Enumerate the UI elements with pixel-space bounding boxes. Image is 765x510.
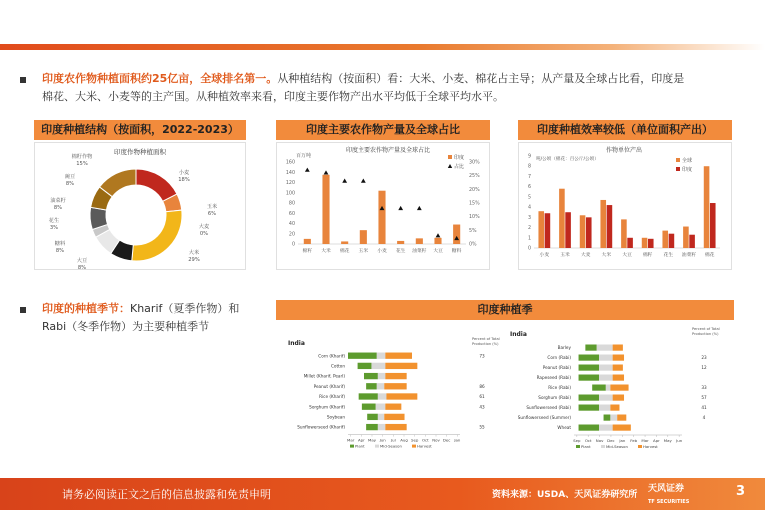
x-tick-label: 大米	[601, 253, 612, 258]
y-tick-label: 6	[527, 185, 531, 191]
y-tick-label: 20	[288, 232, 295, 238]
percent-value: 55	[479, 424, 485, 430]
column-note: Percent of Total	[692, 327, 720, 331]
y-tick-label: 3	[527, 215, 531, 221]
plant-bar	[359, 393, 378, 399]
y-axis-unit: 吨/公顷（棉花：百公斤/公顷）	[536, 157, 599, 162]
bar-global	[600, 200, 606, 248]
bar-india	[607, 205, 613, 248]
plant-bar	[585, 345, 596, 351]
intro-text: 从种植结构（按面积）看：大米、小麦、棉花占主导；从产量及全球占比看，印度是	[277, 72, 685, 85]
slice-label: 15%	[76, 161, 88, 167]
bar-india	[648, 239, 654, 248]
plant-bar	[367, 414, 378, 420]
bar-global	[559, 189, 565, 248]
slice-label: 3%	[49, 225, 59, 231]
x-tick-label: 油菜籽	[412, 249, 427, 254]
crop-label: Barley	[557, 345, 571, 351]
intro-highlight: 印度农作物种植面积约25亿亩，全球排名第一。	[42, 72, 278, 85]
bar-india	[586, 217, 592, 248]
legend-label: Harvest	[417, 443, 432, 449]
crop-label: Soybean	[326, 414, 345, 420]
source-text: 资料来源：USDA、天风证券研究所	[492, 490, 638, 500]
slice-label: 大麦	[198, 224, 210, 230]
harvest-bar	[385, 424, 406, 430]
header-production-share: 印度主要农作物产量及全球占比	[276, 120, 490, 140]
y-tick-label: 60	[288, 211, 295, 217]
y2-tick-label: 15%	[469, 201, 480, 207]
brand-logo	[648, 483, 708, 505]
crop-label: Sorghum (Kharif)	[309, 404, 345, 410]
crop-calendar-kharif	[276, 324, 502, 454]
bar-india	[304, 239, 311, 244]
legend-swatch	[676, 167, 680, 171]
legend-label: Mid-Season	[606, 444, 628, 449]
logo-subtext: TF SECURITIES	[648, 499, 690, 505]
slice-label: 花生	[48, 218, 60, 224]
y-tick-label: 4	[527, 205, 531, 211]
bar-chart-yield	[518, 142, 732, 270]
legend-label: 印度	[682, 167, 693, 173]
month-label: Jul	[390, 437, 396, 443]
crop-label: Sunflowerseed (Kharif)	[297, 424, 345, 430]
plant-bar	[366, 424, 378, 430]
legend-label: 全球	[682, 158, 693, 164]
legend-label: Mid-Season	[380, 443, 402, 449]
x-tick-label: 大豆	[433, 249, 443, 254]
x-tick-label: 花生	[395, 249, 406, 254]
slice-label: 大米	[188, 250, 200, 256]
y-tick-label: 0	[291, 242, 295, 248]
plant-bar	[358, 363, 372, 369]
pie-chart-planting-area	[34, 142, 246, 270]
harvest-bar	[385, 363, 417, 369]
x-tick-label: 油菜籽	[681, 253, 697, 258]
harvest-bar	[610, 405, 619, 411]
harvest-bar	[613, 345, 623, 351]
bar-india	[627, 238, 633, 248]
header-planting-structure: 印度种植结构（按面积，2022-2023）	[34, 120, 246, 140]
harvest-bar	[384, 383, 406, 389]
x-tick-label: 棉籽	[302, 249, 313, 254]
y-tick-label: 80	[288, 201, 295, 207]
x-tick-label: 玉米	[358, 249, 369, 254]
legend-swatch	[350, 445, 354, 448]
month-label: Dec	[607, 438, 615, 443]
x-tick-label: 小麦	[539, 253, 550, 258]
bullet-marker	[20, 307, 26, 313]
legend-swatch	[412, 445, 416, 448]
bar-global	[538, 211, 544, 248]
bar-india	[341, 241, 348, 244]
y-tick-label: 9	[527, 154, 531, 160]
y-tick-label: 40	[288, 222, 295, 227]
slice-label: 豌豆	[64, 174, 76, 180]
crop-label: Peanut (Rabi)	[542, 365, 571, 371]
crop-label: Corn (Kharif)	[318, 353, 345, 359]
y-tick-label: 1	[527, 236, 531, 242]
x-tick-label: 棉籽	[642, 253, 653, 258]
harvest-bar	[610, 385, 628, 391]
bar-india	[397, 241, 404, 244]
x-tick-label: 棉花	[339, 249, 350, 254]
x-tick-label: 糖料	[451, 249, 462, 254]
percent-value: 61	[479, 394, 485, 400]
percent-value: 12	[701, 365, 707, 371]
y2-tick-label: 10%	[469, 215, 480, 221]
month-label: Jun	[676, 438, 683, 443]
slice-label: 8%	[53, 205, 63, 211]
footer-bar	[0, 478, 765, 510]
bar-global	[642, 238, 648, 248]
plant-bar	[362, 404, 376, 410]
percent-value: 57	[701, 395, 707, 401]
season-text: Kharif（夏季作物）和	[130, 302, 240, 315]
month-label: Aug	[400, 437, 408, 443]
chart-title: 印度作物种植面积	[114, 148, 166, 156]
y-tick-label: 100	[285, 191, 295, 197]
slice-label: 糖料	[54, 241, 66, 247]
percent-value: 33	[701, 385, 707, 391]
legend-swatch	[676, 158, 680, 162]
percent-value: 73	[479, 353, 485, 359]
midseason-bar	[599, 395, 613, 401]
chart-title: 印度主要农作物产量及全球占比	[345, 147, 431, 154]
midseason-bar	[610, 415, 617, 421]
page-number: 3	[736, 484, 746, 499]
x-tick-label: 花生	[663, 253, 674, 258]
legend-swatch	[576, 445, 580, 448]
y-tick-label: 160	[285, 160, 295, 166]
x-tick-label: 大米	[321, 249, 331, 254]
legend-label: Plant	[355, 443, 365, 449]
legend-label: Harvest	[643, 444, 658, 449]
harvest-bar	[385, 404, 401, 410]
midseason-bar	[377, 353, 386, 359]
plant-bar	[579, 355, 599, 361]
month-label: Apr	[653, 438, 660, 443]
month-label: Nov	[432, 437, 440, 443]
y-tick-label: 120	[285, 181, 295, 186]
month-label: Jan	[454, 437, 461, 443]
y-tick-label: 0	[527, 246, 531, 252]
plant-bar	[579, 425, 599, 431]
slice-label: 29%	[188, 257, 200, 263]
crop-label: Cotton	[331, 363, 345, 369]
crop-label: Rice (Rabi)	[548, 385, 571, 391]
legend-swatch	[375, 445, 379, 448]
y-tick-label: 140	[285, 170, 295, 176]
legend-swatch	[638, 445, 642, 448]
month-label: Mar	[641, 438, 649, 443]
percent-value: 41	[701, 405, 707, 411]
crop-label: Sorghum (Rabi)	[538, 395, 571, 401]
slice-label: 8%	[55, 248, 65, 254]
bar-india	[322, 175, 329, 244]
bar-india	[565, 212, 571, 248]
chart-title: 作物单位产出	[605, 147, 643, 154]
plant-bar	[579, 365, 599, 371]
crop-label: Wheat	[557, 425, 571, 431]
bar-india	[669, 234, 675, 248]
y2-tick-label: 25%	[469, 174, 480, 180]
midseason-bar	[599, 405, 610, 411]
y2-tick-label: 30%	[469, 160, 480, 166]
legend-swatch	[601, 445, 605, 448]
month-label: Oct	[584, 438, 592, 443]
percent-value: 23	[701, 355, 707, 361]
x-tick-label: 大豆	[622, 253, 632, 258]
legend-swatch	[448, 155, 452, 159]
slice-label: 油菜籽	[50, 198, 66, 204]
month-label: Dec	[442, 437, 451, 443]
month-label: Oct	[421, 437, 429, 443]
harvest-bar	[613, 395, 624, 401]
month-label: Sep	[410, 437, 419, 443]
midseason-bar	[377, 383, 384, 389]
column-note: Production (%)	[692, 332, 719, 336]
plant-bar	[364, 373, 378, 379]
plant-bar	[579, 405, 599, 411]
percent-value: 43	[479, 404, 485, 410]
harvest-bar	[613, 425, 631, 431]
month-label: Jan	[619, 438, 626, 443]
month-label: May	[663, 438, 672, 443]
legend-label: 印度	[454, 155, 465, 161]
midseason-bar	[378, 424, 385, 430]
harvest-bar	[385, 373, 406, 379]
bar-india	[434, 238, 441, 244]
disclaimer-text: 请务必阅读正文之后的信息披露和免责申明	[62, 488, 271, 501]
bar-global	[683, 227, 689, 248]
plant-bar	[366, 383, 377, 389]
column-note: Production (%)	[472, 342, 499, 346]
month-label: Sep	[573, 438, 581, 443]
harvest-bar	[617, 415, 626, 421]
harvest-bar	[613, 355, 624, 361]
bar-global	[662, 231, 668, 248]
crop-label: Peanut (Kharif)	[313, 383, 345, 389]
slice-label: 8%	[77, 265, 87, 270]
percent-value: 4	[702, 415, 706, 421]
month-label: Jun	[379, 437, 386, 443]
harvest-bar	[613, 375, 624, 381]
bar-global	[621, 219, 627, 248]
x-tick-label: 玉米	[560, 253, 570, 258]
season-paragraph	[42, 300, 272, 336]
x-tick-label: 棉花	[704, 253, 715, 258]
midseason-bar	[378, 373, 385, 379]
y2-tick-label: 5%	[469, 228, 477, 234]
midseason-bar	[606, 385, 611, 391]
bar-india	[710, 203, 716, 248]
y-tick-label: 2	[527, 226, 531, 232]
season-text-line2: Rabi（冬季作物）为主要种植季节	[42, 320, 210, 333]
midseason-bar	[371, 363, 385, 369]
y-tick-label: 5	[527, 195, 531, 201]
midseason-bar	[599, 425, 613, 431]
bar-india	[545, 213, 551, 248]
month-label: Apr	[357, 437, 365, 443]
bar-global	[704, 166, 710, 248]
calendar-title: India	[288, 340, 305, 347]
month-label: Mar	[346, 437, 355, 443]
season-highlight: 印度的种植季节：	[42, 302, 130, 315]
slice-label: 6%	[207, 211, 217, 217]
bar-india	[689, 235, 695, 248]
crop-label: Corn (Rabi)	[547, 355, 571, 361]
harvest-bar	[386, 393, 417, 399]
crop-label: Sunflowerseed (Summer)	[517, 415, 571, 421]
month-label: May	[367, 437, 377, 443]
plant-bar	[579, 375, 599, 381]
slice-label: 18%	[178, 177, 190, 183]
column-note: Percent of Total	[472, 337, 500, 341]
intro-text-line2: 棉花、大米、小麦等的主产国。从种植效率来看，印度主要作物产出水平均低于全球平均水平。	[42, 90, 504, 103]
x-tick-label: 大麦	[580, 253, 591, 258]
slice-label: 小麦	[178, 170, 190, 176]
midseason-bar	[597, 345, 613, 351]
plant-bar	[592, 385, 606, 391]
crop-label: Sunflowerseed (Rabi)	[526, 405, 571, 411]
month-label: Feb	[630, 438, 638, 443]
y2-tick-label: 20%	[469, 187, 480, 193]
bar-india	[453, 225, 460, 244]
y-tick-label: 8	[527, 164, 531, 170]
midseason-bar	[599, 355, 613, 361]
slice-label: 玉米	[206, 204, 218, 210]
harvest-bar	[384, 414, 404, 420]
crop-label: Rice (Kharif)	[319, 394, 345, 400]
percent-value: 86	[479, 383, 485, 389]
bar-india	[378, 191, 385, 244]
slice-label: 大豆	[76, 258, 88, 264]
logo-text: 天风证券	[648, 484, 685, 494]
bar-chart-production	[276, 142, 490, 270]
midseason-bar	[378, 414, 384, 420]
header-efficiency: 印度种植效率较低（单位面积产出）	[518, 120, 732, 140]
slice-label: 8%	[65, 181, 75, 187]
slice-label: 棉籽作物	[71, 154, 93, 160]
x-tick-label: 小麦	[377, 249, 387, 254]
plant-bar	[348, 353, 377, 359]
bullet-marker	[20, 77, 26, 83]
month-label: Nov	[595, 438, 604, 443]
y-tick-label: 7	[527, 174, 531, 180]
header-planting-season: 印度种植季	[276, 300, 734, 320]
legend-label: Plant	[581, 444, 591, 449]
harvest-bar	[385, 353, 412, 359]
midseason-bar	[599, 365, 613, 371]
harvest-bar	[613, 365, 623, 371]
legend-label: 占比	[454, 164, 465, 170]
y-axis-unit: 百万吨	[296, 153, 312, 159]
crop-label: Rapeseed (Rabi)	[536, 375, 571, 381]
midseason-bar	[376, 404, 386, 410]
slice-label: 0%	[199, 231, 209, 237]
calendar-title: India	[510, 331, 527, 338]
header-accent-bar	[0, 44, 765, 50]
y2-tick-label: 0%	[469, 242, 477, 248]
plant-bar	[604, 415, 611, 421]
intro-paragraph	[42, 70, 754, 106]
midseason-bar	[599, 375, 613, 381]
crop-label: Millet (Kharif, Pearl)	[303, 373, 345, 379]
bar-india	[360, 230, 367, 244]
bar-global	[580, 215, 586, 248]
bar-india	[416, 238, 423, 244]
midseason-bar	[378, 393, 387, 399]
crop-calendar-rabi	[506, 324, 734, 454]
plant-bar	[579, 395, 599, 401]
